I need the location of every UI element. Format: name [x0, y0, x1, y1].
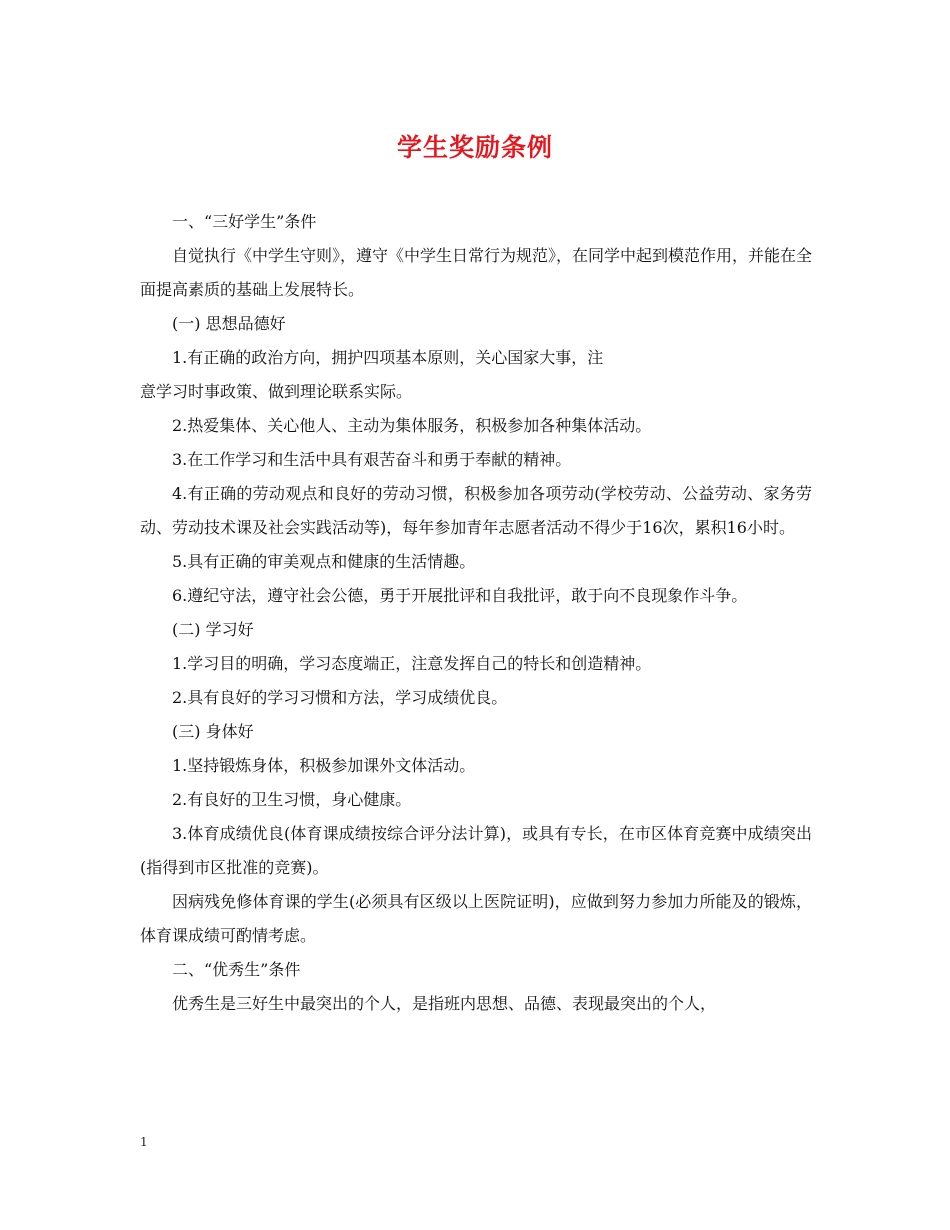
section-heading: 二、“优秀生”条件	[172, 960, 301, 979]
paragraph: 优秀生是三好生中最突出的个人，是指班内思想、品德、表现最突出的个人，	[172, 994, 717, 1013]
paragraph: 因病残免修体育课的学生(必须具有区级以上医院证明)，应做到努力参加力所能及的锻炼，体育课成绩可酌情考虑。	[140, 892, 812, 945]
list-item: 6.遵纪守法，遵守社会公德，勇于开展批评和自我批评，敢于向不良现象作斗争。	[172, 586, 748, 605]
list-item: 2.具有良好的学习习惯和方法，学习成绩优良。	[172, 688, 508, 707]
list-item: 2.有良好的卫生习惯，身心健康。	[172, 790, 412, 809]
list-item: 2.热爱集体、关心他人、主动为集体服务，积极参加各种集体活动。	[172, 416, 652, 435]
list-item: 5.具有正确的审美观点和健康的生活情趣。	[172, 552, 476, 571]
list-item: 1.学习目的明确，学习态度端正，注意发挥自己的特长和创造精神。	[172, 654, 652, 673]
list-item: 1.有正确的政治方向，拥护四项基本原则，关心国家大事，注	[172, 348, 604, 367]
section-heading: 一、“三好学生”条件	[172, 212, 317, 231]
subsection-heading: (三) 身体好	[172, 722, 254, 741]
document-title: 学生奖励条例	[396, 133, 553, 162]
subsection-heading: (一) 思想品德好	[172, 314, 286, 333]
list-item: 4.有正确的劳动观点和良好的劳动习惯，积极参加各项劳动(学校劳动、公益劳动、家务劳动、劳动技术课及社会实践活动等)，每年参加青年志愿者活动不得少于16次，累积16小时。	[140, 484, 812, 537]
list-item: 3.在工作学习和生活中具有艰苦奋斗和勇于奉献的精神。	[172, 450, 572, 469]
subsection-heading: (二) 学习好	[172, 620, 254, 639]
list-item: 1.坚持锻炼身体，积极参加课外文体活动。	[172, 756, 476, 775]
document-body	[140, 205, 812, 1021]
paragraph: 自觉执行《中学生守则》，遵守《中学生日常行为规范》，在同学中起到模范作用，并能在全面提高素质的基础上发展特长。	[140, 246, 813, 299]
page-number: 1	[140, 1135, 148, 1149]
list-item: 3.体育成绩优良(体育课成绩按综合评分法计算)，或具有专长，在市区体育竞赛中成绩突出(指得到市区批准的竞赛)。	[140, 824, 812, 877]
list-item-continuation: 意学习时事政策、做到理论联系实际。	[140, 382, 413, 401]
